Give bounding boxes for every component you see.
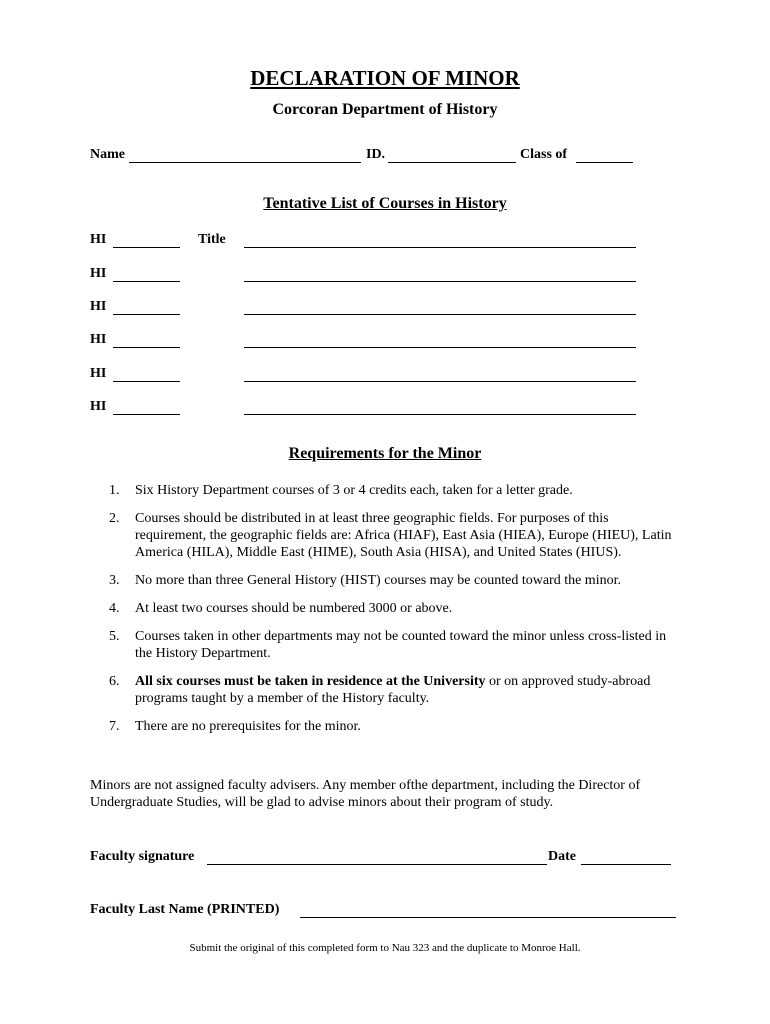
date-label: Date [548, 849, 576, 864]
course-title-field[interactable] [244, 347, 636, 348]
item-number: 4. [109, 601, 120, 616]
course-title-label: Title [198, 232, 226, 247]
faculty-name-field[interactable] [300, 917, 676, 918]
submission-instructions: Submit the original of this completed form to Nau 323 and the duplicate to Monroe Hall. [189, 942, 581, 954]
course-title-field[interactable] [244, 247, 636, 248]
course-number-field[interactable] [113, 247, 180, 248]
course-number-field[interactable] [113, 281, 180, 282]
requirements-heading: Requirements for the Minor [288, 445, 482, 462]
course-prefix: HI [90, 232, 107, 247]
item-number: 2. [109, 511, 120, 526]
course-title-field[interactable] [244, 414, 636, 415]
item-text: At least two courses should be numbered 3000 or above. [135, 601, 453, 616]
list-item [109, 482, 674, 499]
item-text: Six History Department courses of 3 or 4 credits each, taken for a letter grade. [135, 483, 573, 498]
courses-heading: Tentative List of Courses in History [263, 195, 507, 212]
course-number-field[interactable] [113, 414, 180, 415]
course-prefix: HI [90, 366, 107, 381]
advising-note: Minors are not assigned faculty advisers. Any member ofthe department, including the Director of Undergraduate Studies, will be glad to advise minors about their program of study. [90, 778, 641, 810]
item-number: 1. [109, 483, 120, 498]
list-item [109, 510, 674, 561]
name-label: Name [90, 147, 125, 162]
course-prefix: HI [90, 299, 107, 314]
item-bold-text: All six courses must be taken in residence at the University [135, 674, 486, 689]
page-title: DECLARATION OF MINOR [250, 66, 520, 90]
class-of-label: Class of [520, 147, 568, 162]
item-text: No more than three General History (HIST) courses may be counted toward the minor. [135, 573, 621, 588]
item-number: 6. [109, 674, 120, 689]
course-title-field[interactable] [244, 314, 636, 315]
course-number-field[interactable] [113, 347, 180, 348]
course-prefix: HI [90, 266, 107, 281]
list-item [109, 600, 674, 617]
item-text: Courses should be distributed in at least three geographic fields. For purposes of this requirement, the geographic fields are: Africa (HIAF), East Asia (HIEA), Europe (HIEU), Latin America (HILA), Middle East (HIME), South Asia (HISA), and United States (HIUS). [135, 511, 672, 560]
id-field[interactable] [388, 162, 516, 163]
date-field[interactable] [581, 864, 671, 865]
item-number: 5. [109, 629, 120, 644]
faculty-signature-label: Faculty signature [90, 849, 195, 864]
list-item [109, 673, 674, 707]
item-text: or on approved study-abroad programs taught by a member of the History faculty. [135, 674, 651, 706]
department-subtitle: Corcoran Department of History [272, 101, 498, 118]
course-prefix: HI [90, 332, 107, 347]
requirements-list [109, 482, 674, 746]
course-title-field[interactable] [244, 281, 636, 282]
item-text: Courses taken in other departments may not be counted toward the minor unless cross-listed in the History Department. [135, 629, 667, 661]
faculty-signature-field[interactable] [207, 864, 547, 865]
course-prefix: HI [90, 399, 107, 414]
item-number: 3. [109, 573, 120, 588]
item-text: There are no prerequisites for the minor. [135, 719, 361, 734]
course-title-field[interactable] [244, 381, 636, 382]
list-item [109, 572, 674, 589]
name-field[interactable] [129, 162, 361, 163]
list-item [109, 628, 674, 662]
class-of-field[interactable] [576, 162, 633, 163]
list-item [109, 718, 674, 735]
id-label: ID. [366, 147, 386, 162]
item-number: 7. [109, 719, 120, 734]
course-number-field[interactable] [113, 314, 180, 315]
faculty-name-label: Faculty Last Name (PRINTED) [90, 902, 280, 917]
course-number-field[interactable] [113, 381, 180, 382]
